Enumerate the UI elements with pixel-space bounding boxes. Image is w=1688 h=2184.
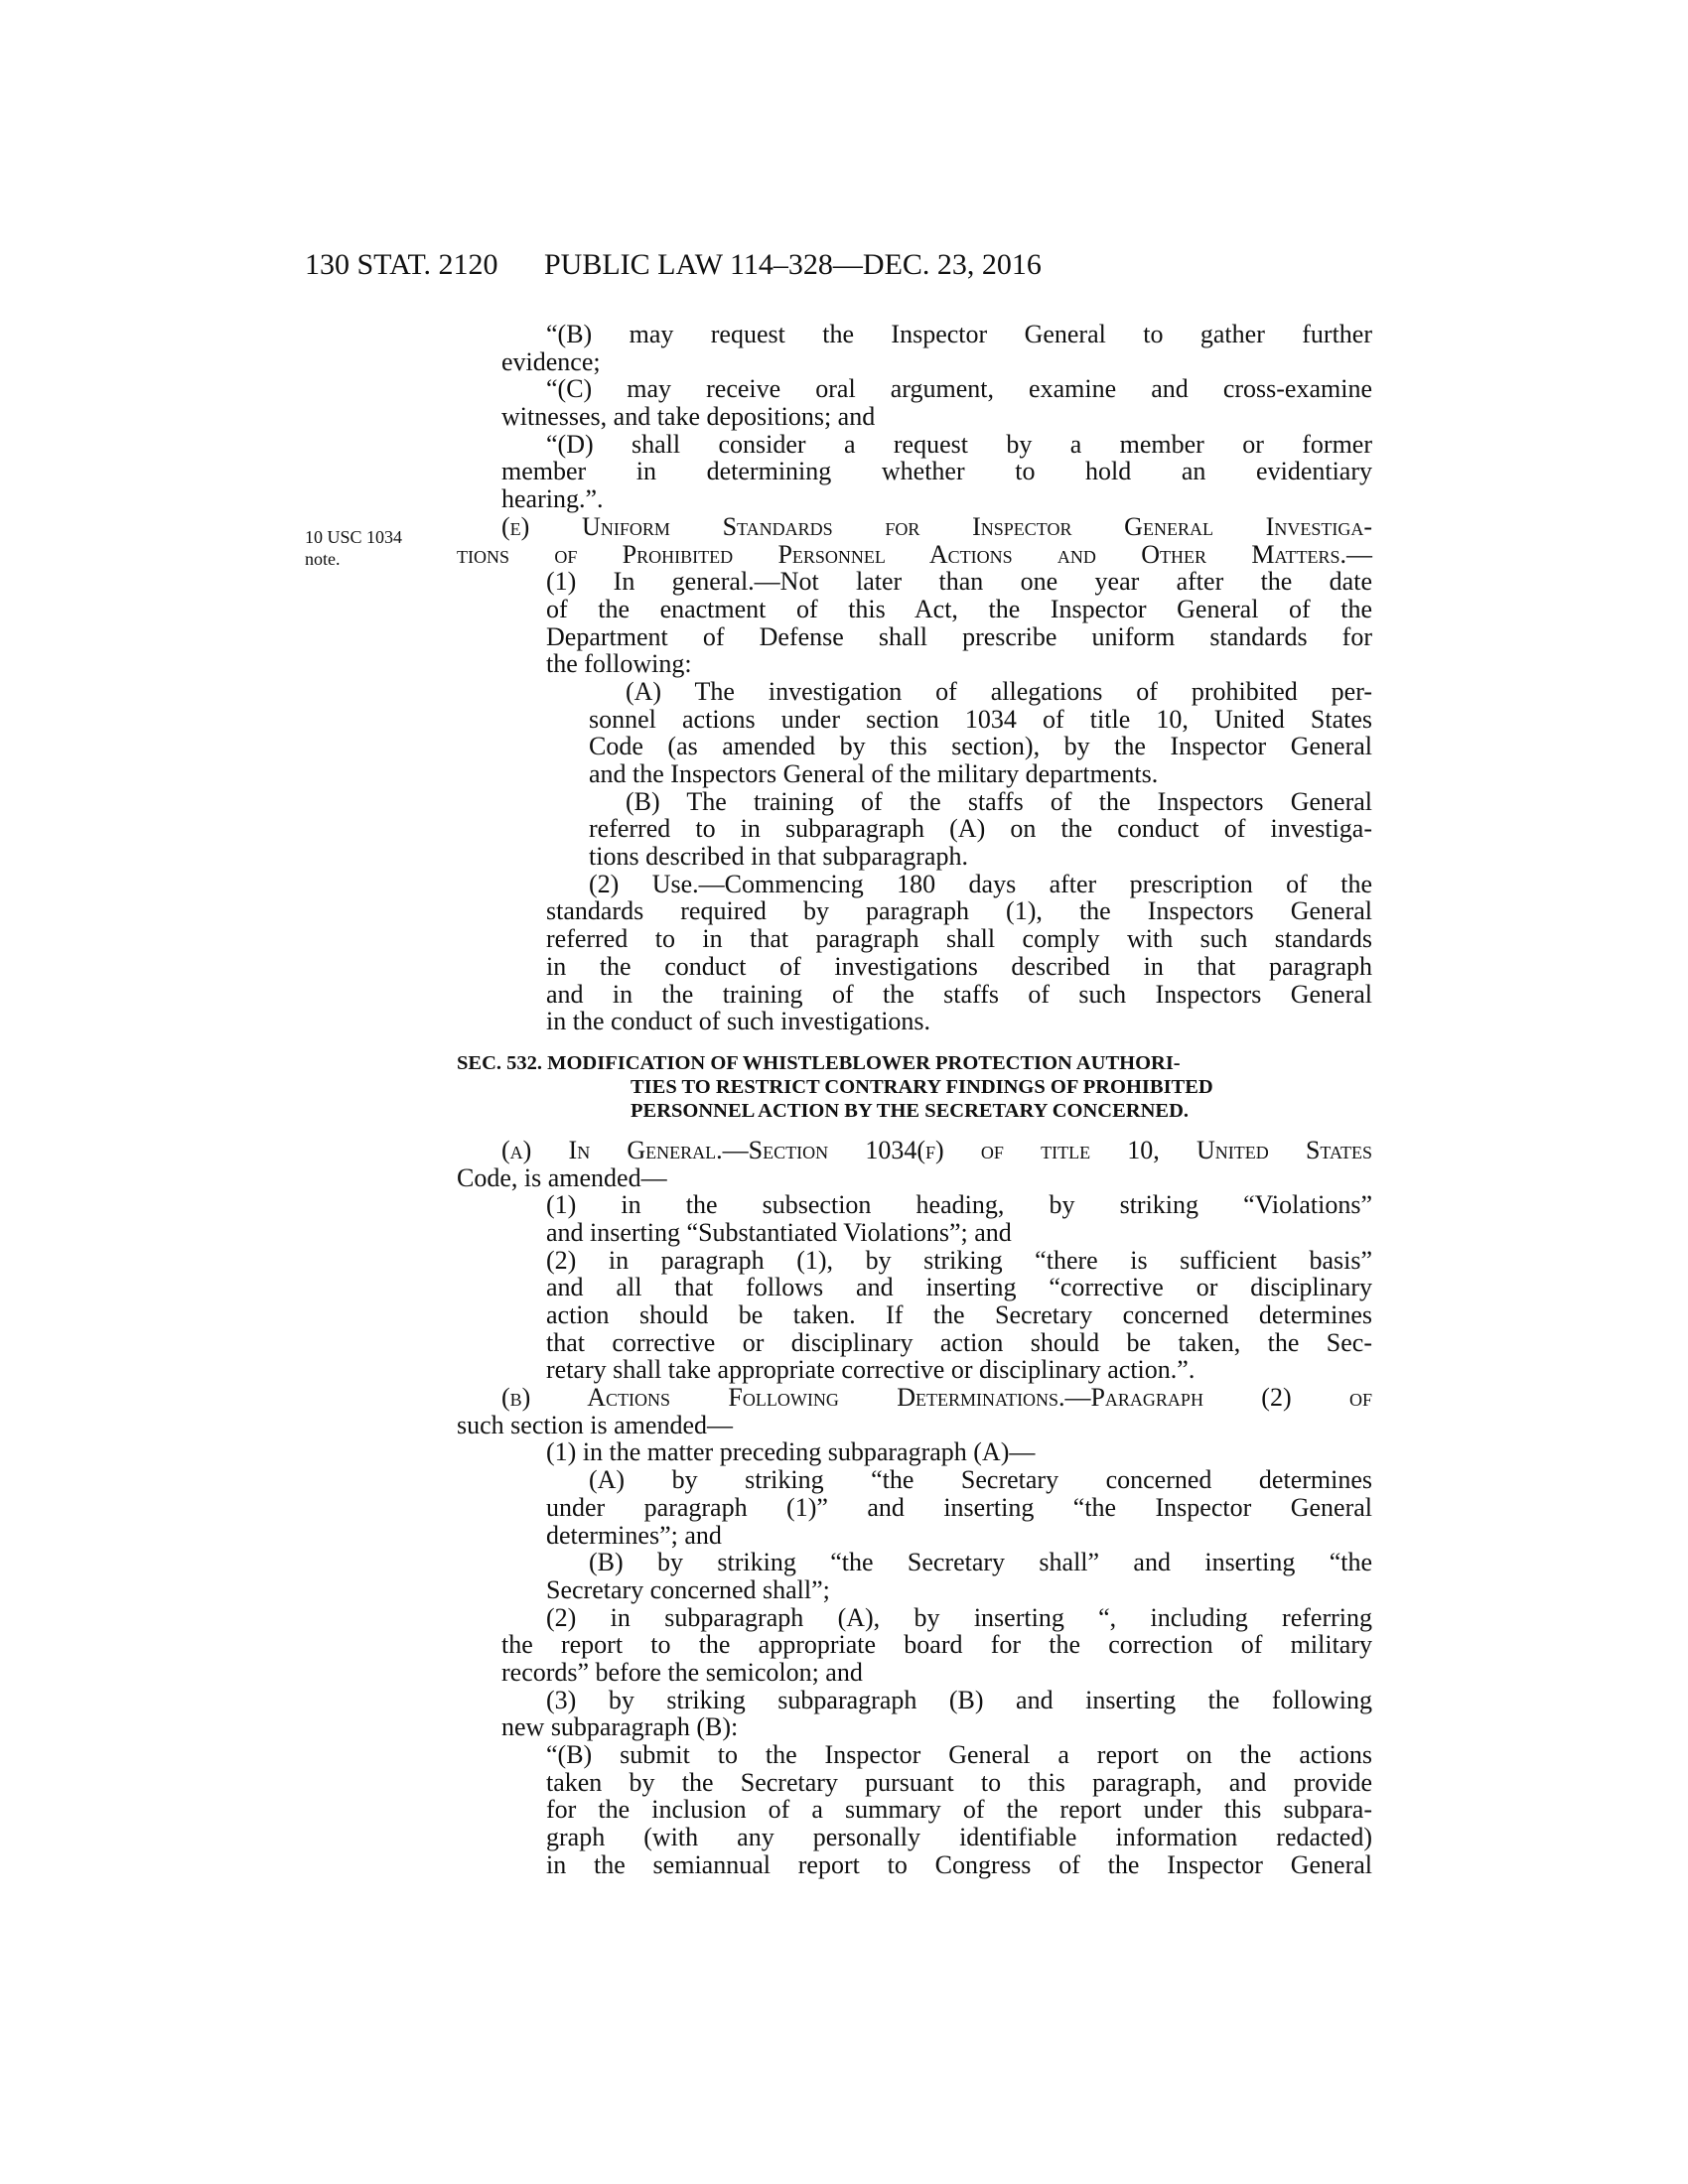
- margin-note-line: 10 USC 1034: [305, 527, 403, 547]
- text-line: such section is amended—: [457, 1410, 733, 1439]
- text-line: witnesses, and take depositions; and: [501, 402, 876, 432]
- text-line: Code (as amended by this section), by the Inspector General: [589, 732, 1372, 761]
- text-line: Code, is amended—: [457, 1162, 667, 1192]
- text-line: retary shall take appropriate corrective or disciplinary action.”.: [546, 1355, 1196, 1385]
- text-line: and in the training of the staffs of such Inspectors General: [546, 979, 1372, 1009]
- text-line: (3) by striking subparagraph (B) and inserting the following: [546, 1685, 1372, 1714]
- text-line: (2) in subparagraph (A), by inserting “, including referring: [546, 1602, 1372, 1632]
- text-line: (1) in the subsection heading, by striking “Violations”: [546, 1190, 1372, 1220]
- page-header: [305, 245, 1394, 285]
- section-heading-line: SEC. 532. MODIFICATION OF WHISTLEBLOWER PROTECTION AUTHORI-: [457, 1051, 1181, 1074]
- subsection-heading: tions of Prohibited Personnel Actions and Other Matters.—: [457, 539, 1372, 569]
- subsection-line: (b) Actions Following Determinations.—Paragraph (2) of: [501, 1383, 1372, 1413]
- text-line: for the inclusion of a summary of the report under this subpara-: [546, 1795, 1372, 1825]
- text-line: (2) Use.—Commencing 180 days after prescription of the: [589, 869, 1372, 898]
- text-line: in the conduct of investigations described in that paragraph: [546, 951, 1372, 981]
- text-line: “(B) may request the Inspector General to gather further: [546, 320, 1372, 348]
- text-line: referred to in that paragraph shall comply with such standards: [546, 924, 1372, 954]
- text-line: records” before the semicolon; and: [501, 1657, 863, 1687]
- text-line: and inserting “Substantiated Violations”; and: [546, 1217, 1012, 1247]
- section-heading-line: PERSONNEL ACTION BY THE SECRETARY CONCERNED.: [631, 1099, 1189, 1122]
- text-line: standards required by paragraph (1), the Inspectors General: [546, 896, 1372, 926]
- text-line: “(D) shall consider a request by a member or former: [546, 429, 1372, 459]
- text-line: referred to in subparagraph (A) on the conduct of investiga-: [589, 814, 1372, 844]
- text-line: (1) In general.—Not later than one year after the date: [546, 567, 1372, 597]
- text-line: hearing.”.: [501, 484, 604, 514]
- subsection-line: (a) In General.—Section 1034(f) of title 10, United States: [501, 1135, 1372, 1164]
- page-number: 130 STAT. 2120: [305, 248, 498, 281]
- text-line: and all that follows and inserting “corrective or disciplinary: [546, 1273, 1372, 1302]
- text-line: (B) The training of the staffs of the Inspectors General: [626, 786, 1372, 816]
- text-line: sonnel actions under section 1034 of title 10, United States: [589, 704, 1372, 734]
- text-line: and the Inspectors General of the military departments.: [589, 759, 1159, 788]
- text-line: taken by the Secretary pursuant to this paragraph, and provide: [546, 1767, 1372, 1797]
- section-heading: [457, 1051, 1372, 1123]
- text-line: (B) by striking “the Secretary shall” and inserting “the: [589, 1548, 1372, 1577]
- text-line: evidence;: [501, 346, 601, 376]
- text-line: determines”; and: [546, 1520, 722, 1550]
- text-line: member in determining whether to hold an evidentiary: [501, 457, 1372, 486]
- text-line: graph (with any personally identifiable information redacted): [546, 1823, 1372, 1852]
- text-line: in the conduct of such investigations.: [546, 1007, 931, 1036]
- text-line: the report to the appropriate board for the correction of military: [501, 1630, 1372, 1660]
- text-line: in the semiannual report to Congress of the Inspector General: [546, 1849, 1372, 1879]
- subsection-heading: (e) Uniform Standards for Inspector General Investiga-: [501, 511, 1372, 541]
- text-line: Department of Defense shall prescribe uniform standards for: [546, 621, 1372, 651]
- text-line: new subparagraph (B):: [501, 1712, 739, 1742]
- text-line: under paragraph (1)” and inserting “the Inspector General: [546, 1492, 1372, 1522]
- text-line: Secretary concerned shall”;: [546, 1574, 830, 1604]
- text-line: tions described in that subparagraph.: [589, 842, 968, 872]
- margin-note-line: note.: [305, 549, 341, 569]
- body-text: [457, 320, 1372, 1879]
- text-line: “(C) may receive oral argument, examine and cross-examine: [546, 374, 1372, 404]
- text-line: that corrective or disciplinary action should be taken, the Sec-: [546, 1327, 1372, 1357]
- text-line: action should be taken. If the Secretary concerned determines: [546, 1300, 1372, 1329]
- section-heading-line: TIES TO RESTRICT CONTRARY FINDINGS OF PROHIBITED: [631, 1075, 1213, 1098]
- margin-note: [305, 526, 434, 570]
- text-line: “(B) submit to the Inspector General a report on the actions: [546, 1740, 1372, 1769]
- text-line: (1) in the matter preceding subparagraph (A)—: [546, 1437, 1036, 1467]
- text-line: (2) in paragraph (1), by striking “there is sufficient basis”: [546, 1245, 1372, 1275]
- running-head: PUBLIC LAW 114–328—DEC. 23, 2016: [544, 248, 1042, 281]
- text-line: (A) The investigation of allegations of prohibited per-: [626, 676, 1372, 706]
- text-line: of the enactment of this Act, the Inspector General of the: [546, 594, 1372, 623]
- text-line: the following:: [546, 649, 692, 679]
- text-line: (A) by striking “the Secretary concerned determines: [589, 1465, 1372, 1495]
